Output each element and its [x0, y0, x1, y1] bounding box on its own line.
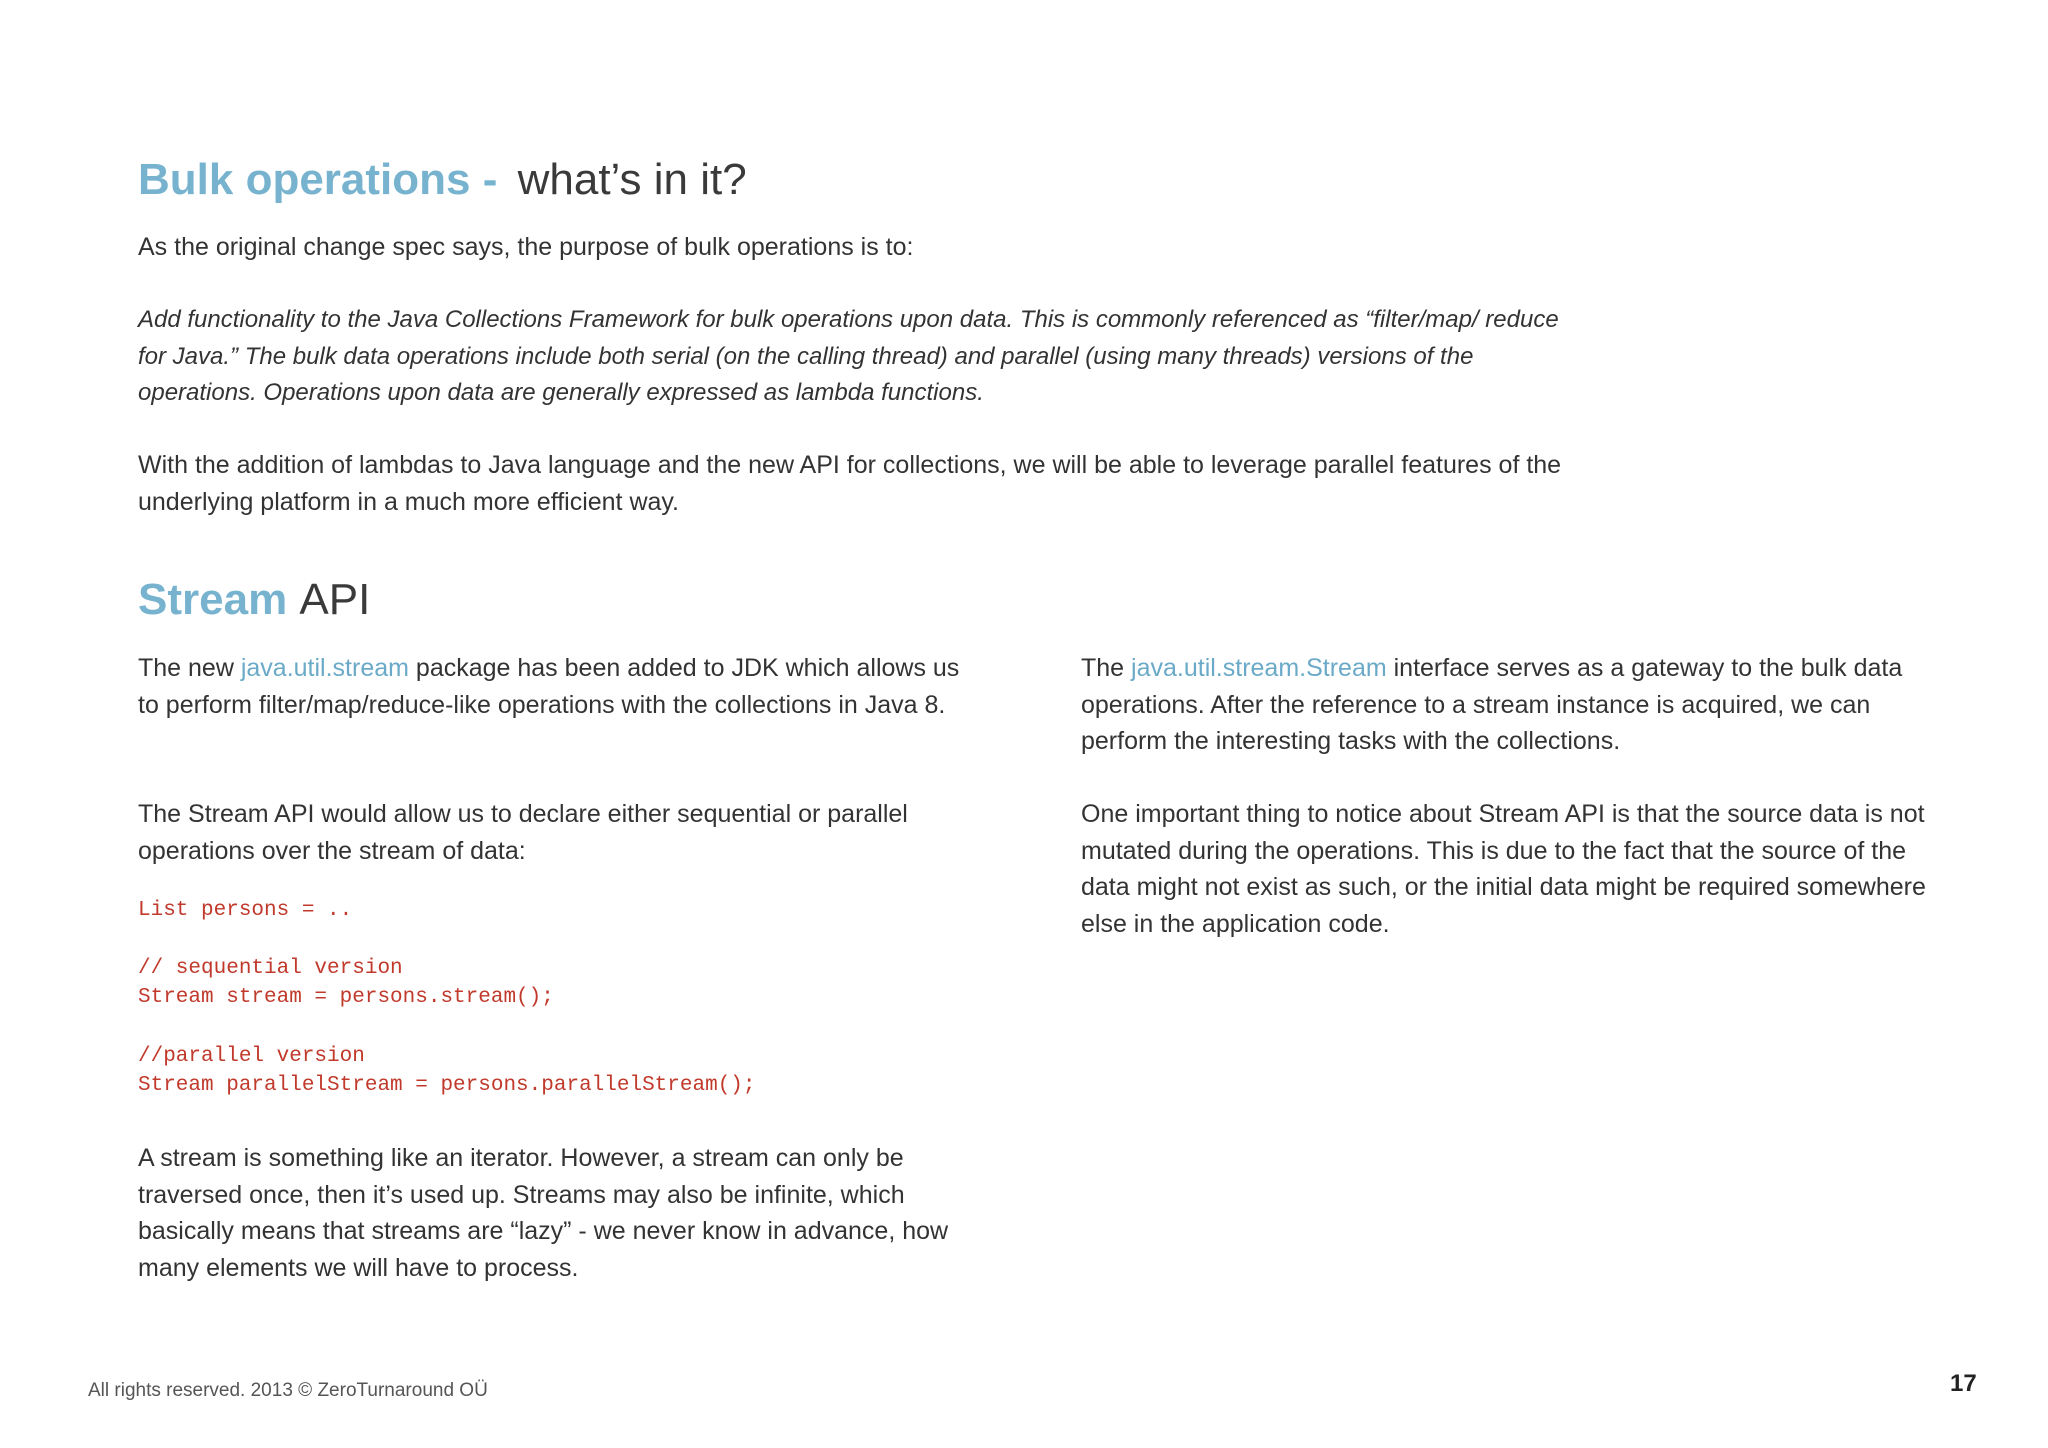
code-line: //parallel version [138, 1045, 365, 1068]
spec-quote: Add functionality to the Java Collections Framework for bulk operations upon data. This is commonly referenced as “filter/map/ reduce for Java.” The bulk data operations include both serial (on the calling thread) and parallel (using many threads) versions of the operations. Operations upon data are generally expressed as lambda functions. [138, 306, 1559, 406]
java-util-stream-stream-link[interactable]: java.util.stream.Stream [1131, 654, 1387, 682]
stream-package-paragraph [138, 650, 978, 723]
text-fragment: package has been added to JDK which allows us to perform filter/map/reduce-like operations with the collections in Java 8. [138, 654, 960, 719]
code-line: Stream stream = persons.stream(); [138, 986, 554, 1009]
title-rest: what’s in it? [517, 155, 747, 204]
section-title-stream-api [138, 572, 370, 628]
text-fragment: The [1081, 654, 1132, 682]
stream-interface-paragraph [1081, 650, 1931, 760]
page-number: 17 [1950, 1370, 1977, 1397]
title-accent: Bulk operations - [138, 155, 498, 204]
stream-api-paragraph: The Stream API would allow us to declare either sequential or parallel operations over the stream of data: [138, 800, 908, 865]
code-line: Stream parallelStream = persons.parallelStream(); [138, 1074, 756, 1097]
iterator-paragraph: A stream is something like an iterator. However, a stream can only be traversed once, then it’s used up. Streams may also be infinite, which basically means that streams are “lazy” - we never know in advance, how many elements we will have to process. [138, 1144, 949, 1282]
intro-paragraph: As the original change spec says, the purpose of bulk operations is to: [138, 233, 914, 261]
text-fragment: The new [138, 654, 241, 682]
code-line: // sequential version [138, 957, 403, 980]
lambdas-paragraph: With the addition of lambdas to Java language and the new API for collections, we will be able to leverage parallel features of the underlying platform in a much more efficient way. [138, 451, 1562, 516]
title-rest: API [299, 575, 371, 624]
copyright-footer: All rights reserved. 2013 © ZeroTurnaround OÜ [88, 1380, 488, 1401]
java-util-stream-link[interactable]: java.util.stream [240, 654, 409, 682]
source-data-paragraph: One important thing to notice about Stream API is that the source data is not mutated during the operations. This is due to the fact that the source of the data might not exist as such, or the initial data might be required somewhere else in the application code. [1081, 800, 1926, 938]
title-accent: Stream [138, 575, 288, 624]
text-fragment: interface serves as a gateway to the bulk data operations. After the reference to a stream instance is acquired, we can perform the interesting tasks with the collections. [1081, 654, 1903, 755]
code-line: List persons = .. [138, 899, 353, 922]
section-title-bulk-operations [138, 152, 747, 208]
